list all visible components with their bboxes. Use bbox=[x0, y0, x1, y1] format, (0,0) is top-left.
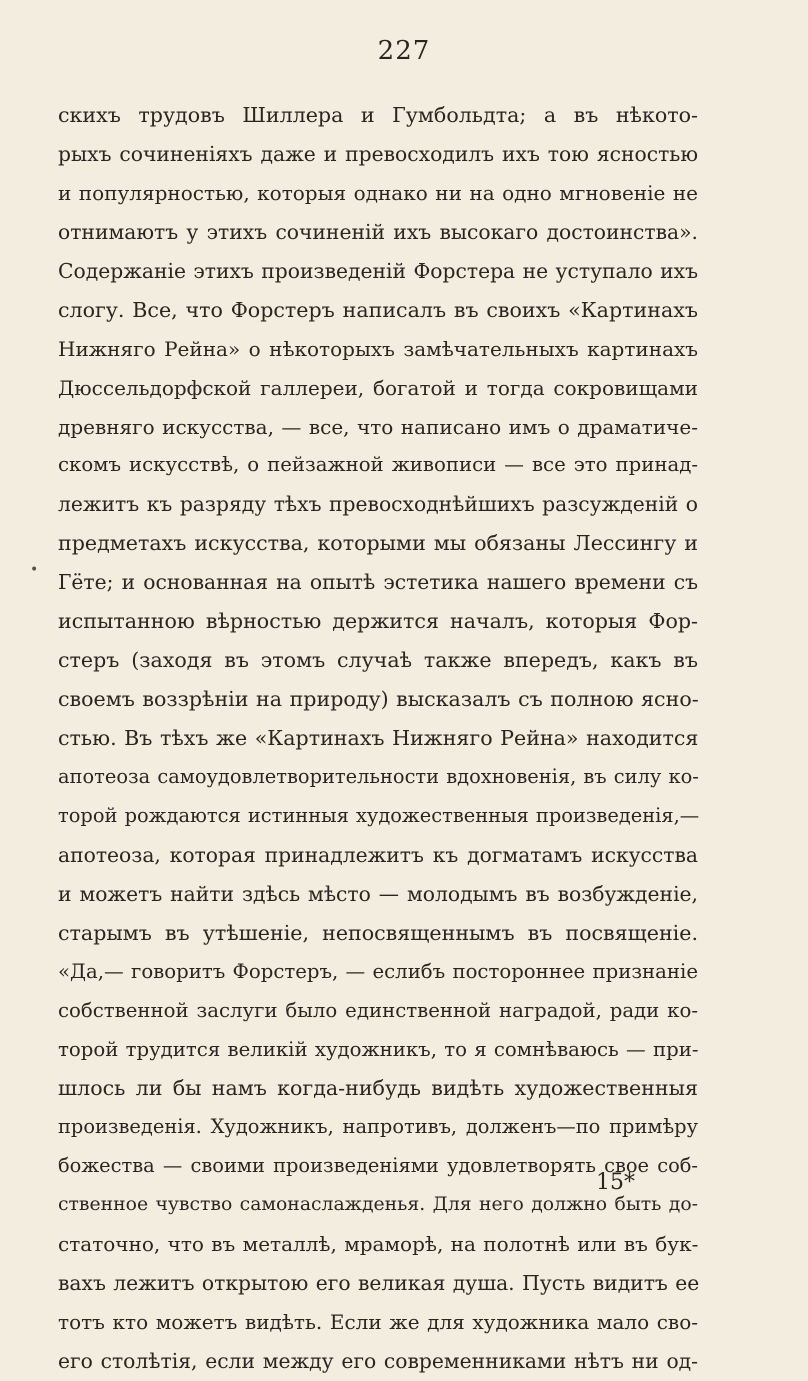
text-line: слогу. Все, что Форстеръ написалъ въ своихъ «Картинахъ bbox=[58, 297, 698, 322]
text-line: апотеоза самоудовлетворительности вдохновенія, въ силу ко- bbox=[58, 764, 699, 788]
printer-signature: 15* bbox=[596, 1170, 635, 1195]
text-line: рыхъ сочиненіяхъ даже и превосходилъ ихъ тою ясностью bbox=[58, 141, 698, 166]
text-line: божества — своими произведеніями удовлетворять свое соб- bbox=[58, 1154, 698, 1178]
text-line: отнимаютъ у этихъ сочиненій ихъ высокаго достоинства». bbox=[58, 219, 698, 244]
text-line: стью. Въ тѣхъ же «Картинахъ Нижняго Рейна» находится bbox=[58, 726, 699, 750]
text-line: статочно, что въ металлѣ, мраморѣ, на полотнѣ или въ бук- bbox=[58, 1232, 699, 1257]
text-line: торой рождаются истинныя художественныя произведенія,— bbox=[58, 803, 700, 827]
text-line: своемъ воззрѣніи на природу) высказалъ съ полною ясно- bbox=[58, 687, 699, 712]
text-line: вахъ лежитъ открытою его великая душа. Пусть видитъ ее bbox=[58, 1271, 700, 1296]
text-line: Нижняго Рейна» о нѣкоторыхъ замѣчательныхъ картинахъ bbox=[58, 336, 698, 361]
text-line: скомъ искусствѣ, о пейзажной живописи — все это принад- bbox=[58, 453, 698, 477]
page-number: 227 bbox=[377, 36, 431, 66]
text-line: шлось ли бы намъ когда-нибудь видѣть художественныя bbox=[58, 1076, 698, 1101]
text-line: скихъ трудовъ Шиллера и Гумбольдта; а въ нѣкото- bbox=[58, 103, 698, 127]
margin-mark: • bbox=[30, 562, 39, 578]
text-line: тотъ кто можетъ видѣть. Если же для художника мало сво- bbox=[58, 1310, 698, 1335]
text-line: и можетъ найти здѣсь мѣсто — молодымъ въ возбужденіе, bbox=[58, 881, 698, 906]
text-line: предметахъ искусства, которыми мы обязаны Лессингу и bbox=[58, 531, 698, 556]
text-line: Содержаніе этихъ произведеній Форстера не уступало ихъ bbox=[58, 258, 699, 283]
text-line: апотеоза, которая принадлежитъ къ догматамъ искусства bbox=[58, 842, 698, 867]
text-line: «Да,— говоритъ Форстеръ, — еслибъ постороннее признаніе bbox=[58, 959, 698, 983]
text-line: лежитъ къ разряду тѣхъ превосходнѣйшихъ разсужденій о bbox=[58, 492, 698, 517]
text-line: испытанною вѣрностью держится началъ, которыя Фор- bbox=[58, 609, 698, 634]
text-line: древняго искусства, — все, что написано имъ о драматиче- bbox=[58, 414, 698, 439]
text-line: Гёте; и основанная на опытѣ эстетика нашего времени съ bbox=[58, 570, 698, 595]
text-line: произведенія. Художникъ, напротивъ, долженъ—по примѣру bbox=[58, 1115, 698, 1139]
text-line: и популярностью, которыя однако ни на одно мгновеніе не bbox=[58, 180, 698, 205]
text-line: его столѣтія, если между его современниками нѣтъ ни од- bbox=[58, 1349, 698, 1373]
text-line: торой трудится великій художникъ, то я сомнѣваюсь — при- bbox=[58, 1037, 699, 1061]
text-line: ственное чувство самонаслажденья. Для него должно быть до- bbox=[58, 1194, 698, 1216]
text-line: Дюссельдорфской галлереи, богатой и тогда сокровищами bbox=[58, 375, 698, 400]
text-line: стеръ (заходя въ этомъ случаѣ также впередъ, какъ въ bbox=[58, 648, 698, 673]
text-line: собственной заслуги было единственной наградой, ради ко- bbox=[58, 998, 698, 1022]
text-line: старымъ въ утѣшеніе, непосвященнымъ въ посвященіе. bbox=[58, 920, 698, 945]
